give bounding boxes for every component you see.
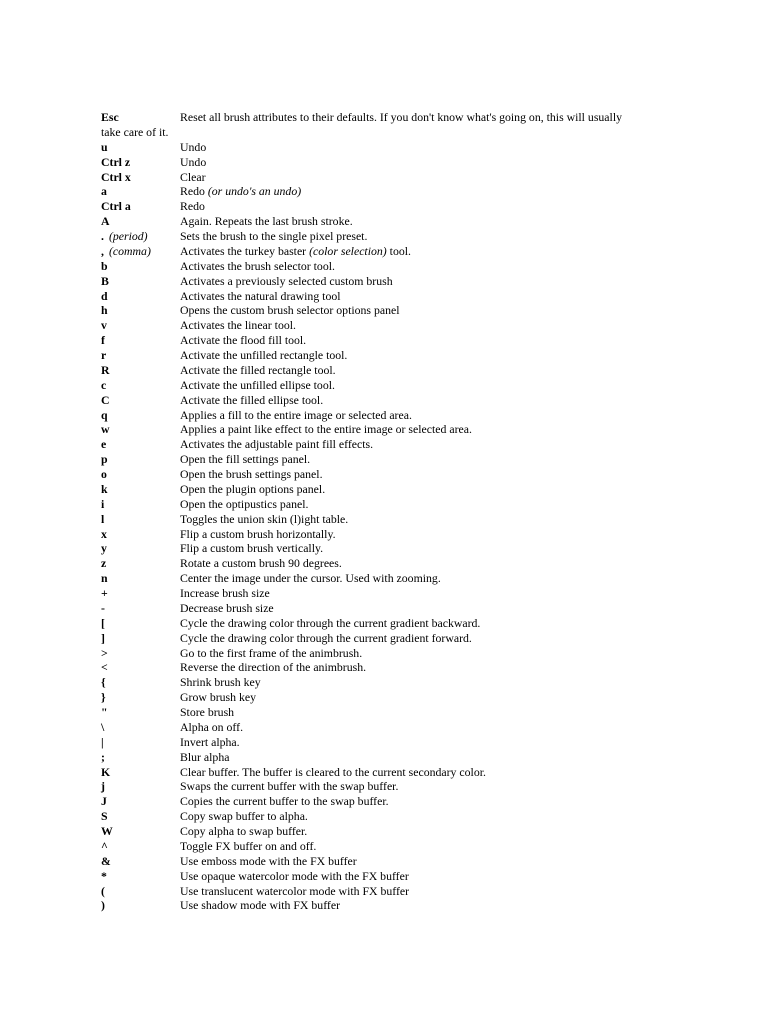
shortcut-row	[101, 110, 661, 125]
shortcut-key-label: k	[101, 481, 108, 496]
shortcut-description	[180, 809, 308, 824]
shortcut-row	[101, 854, 661, 869]
shortcut-key	[101, 378, 106, 393]
shortcut-key-label: {	[101, 675, 106, 690]
shortcut-row	[101, 616, 661, 631]
shortcut-key	[101, 229, 148, 244]
shortcut-key-label: Ctrl z	[101, 154, 131, 169]
shortcut-description	[180, 541, 323, 556]
shortcut-description-text: Flip a custom brush horizontally.	[180, 526, 336, 541]
shortcut-key-label: u	[101, 139, 108, 154]
shortcut-description-text: Copy alpha to swap buffer.	[180, 824, 308, 838]
shortcut-description-emphasis: (or undo's an undo)	[207, 184, 302, 199]
shortcut-description-text: Reset all brush attributes to their defaults. If you don't know what's going on, this will usually	[180, 110, 622, 124]
shortcut-description-suffix: tool.	[386, 243, 411, 258]
shortcut-key	[101, 452, 108, 467]
shortcut-key	[101, 348, 106, 363]
shortcut-key	[101, 675, 106, 690]
shortcut-key	[101, 794, 107, 809]
shortcut-key	[101, 170, 131, 185]
shortcut-description-text: Redo	[180, 184, 208, 199]
shortcut-row	[101, 422, 661, 437]
shortcut-description-text: Applies a paint like effect to the entire image or selected area.	[180, 422, 472, 437]
shortcut-row	[101, 631, 661, 646]
shortcut-key-label: o	[101, 467, 107, 481]
shortcut-description-text: Shrink brush key	[180, 675, 261, 690]
shortcut-description-text: Activate the filled ellipse tool.	[180, 392, 324, 407]
shortcut-key	[101, 839, 108, 854]
shortcut-key-label: f	[101, 333, 105, 348]
shortcut-key-label: (	[101, 883, 105, 898]
shortcut-key-label: W	[101, 824, 113, 838]
shortcut-description-text: Cycle the drawing color through the current gradient backward.	[180, 615, 481, 630]
shortcut-row	[101, 289, 661, 304]
shortcut-row	[101, 601, 661, 616]
shortcut-key	[101, 303, 108, 318]
shortcut-key	[101, 705, 108, 720]
shortcut-key-label: Ctrl a	[101, 199, 131, 214]
shortcut-description	[180, 170, 206, 185]
shortcut-key	[101, 512, 104, 527]
shortcut-description	[180, 586, 270, 601]
shortcut-key-label: b	[101, 258, 108, 273]
shortcut-description	[180, 869, 409, 884]
shortcut-description	[180, 214, 353, 229]
shortcut-description-text: Redo	[180, 199, 205, 214]
shortcut-key	[101, 422, 110, 437]
shortcut-row	[101, 333, 661, 348]
shortcut-key	[101, 601, 105, 616]
shortcut-row	[101, 884, 661, 899]
shortcut-description	[180, 646, 362, 661]
shortcut-description	[180, 839, 316, 854]
shortcut-key-label: <	[101, 660, 108, 675]
shortcut-description-text: Open the fill settings panel.	[180, 452, 311, 467]
shortcut-description	[180, 393, 323, 408]
shortcut-key	[101, 779, 105, 794]
shortcut-description	[180, 408, 412, 423]
shortcut-row	[101, 735, 661, 750]
shortcut-description	[180, 675, 261, 690]
shortcut-description-text: Copy swap buffer to alpha.	[180, 809, 308, 824]
shortcut-description	[180, 660, 366, 675]
shortcut-row	[101, 348, 661, 363]
shortcut-description-text: Activate the unfilled ellipse tool.	[180, 377, 335, 392]
shortcut-row	[101, 467, 661, 482]
shortcut-key	[101, 571, 108, 586]
shortcut-row	[101, 155, 661, 170]
shortcut-row	[101, 497, 661, 512]
shortcut-key	[101, 408, 108, 423]
shortcut-key	[101, 527, 107, 542]
shortcut-row	[101, 437, 661, 452]
shortcut-description-text: Sets the brush to the single pixel preset.	[180, 229, 368, 243]
shortcut-description-text: Activate the unfilled rectangle tool.	[180, 348, 348, 362]
shortcut-description-text: Open the optipustics panel.	[180, 496, 309, 511]
shortcut-description	[180, 199, 205, 214]
shortcut-key	[101, 318, 107, 333]
shortcut-row	[101, 199, 661, 214]
shortcut-description-text: Cycle the drawing color through the current gradient forward.	[180, 630, 472, 645]
shortcut-key-label: h	[101, 303, 108, 318]
shortcut-key-label: w	[101, 422, 110, 437]
shortcut-key	[101, 750, 105, 765]
shortcut-row	[101, 571, 661, 586]
shortcut-description-text: Activate the flood fill tool.	[180, 333, 307, 348]
shortcut-description	[180, 318, 296, 333]
shortcut-row	[101, 363, 661, 378]
shortcut-key	[101, 214, 110, 229]
shortcut-key-label: S	[101, 809, 108, 824]
shortcut-description	[180, 512, 348, 527]
shortcut-row	[101, 170, 661, 185]
shortcut-description	[180, 259, 335, 274]
shortcut-description	[180, 333, 306, 348]
shortcut-description	[180, 824, 307, 839]
shortcut-description-text: Swaps the current buffer with the swap buffer.	[180, 779, 399, 794]
shortcut-key	[101, 541, 107, 556]
shortcut-description	[180, 898, 340, 913]
shortcut-row	[101, 541, 661, 556]
shortcut-description	[180, 735, 240, 750]
shortcut-key	[101, 765, 110, 780]
shortcut-key	[101, 184, 107, 199]
shortcut-row	[101, 318, 661, 333]
shortcut-key-label: v	[101, 318, 107, 333]
shortcut-key-label: -	[101, 600, 105, 615]
shortcut-key-label: a	[101, 184, 107, 199]
shortcut-list	[101, 110, 661, 913]
shortcut-row	[101, 720, 661, 735]
shortcut-key-label: )	[101, 898, 105, 913]
shortcut-description-text: Clear buffer. The buffer is cleared to the current secondary color.	[180, 764, 486, 779]
shortcut-row	[101, 690, 661, 705]
shortcut-key-label: }	[101, 690, 106, 705]
shortcut-description	[180, 422, 472, 437]
shortcut-description	[180, 244, 411, 259]
shortcut-key-label: B	[101, 273, 109, 288]
shortcut-key	[101, 720, 104, 735]
shortcut-description-text: Decrease brush size	[180, 600, 274, 615]
shortcut-key-label: i	[101, 496, 105, 511]
shortcut-key-label: r	[101, 348, 107, 362]
shortcut-key	[101, 809, 108, 824]
shortcut-description-text: Grow brush key	[180, 690, 257, 705]
shortcut-row	[101, 809, 661, 824]
shortcut-key	[101, 482, 108, 497]
shortcut-key	[101, 259, 108, 274]
shortcut-key	[101, 155, 130, 170]
shortcut-row	[101, 482, 661, 497]
shortcut-key-label: R	[101, 362, 110, 377]
shortcut-key-label: "	[101, 705, 108, 719]
shortcut-key-label: .	[101, 229, 104, 243]
shortcut-row	[101, 646, 661, 661]
shortcut-description	[180, 348, 347, 363]
shortcut-description-text: Undo	[180, 154, 207, 169]
shortcut-description-text: Go to the first frame of the animbrush.	[180, 645, 363, 660]
shortcut-row	[101, 705, 661, 720]
shortcut-description	[180, 631, 472, 646]
shortcut-key	[101, 467, 107, 482]
shortcut-description-text: Toggles the union skin (l)ight table.	[180, 511, 349, 526]
shortcut-description-text: Applies a fill to the entire image or selected area.	[180, 407, 412, 422]
shortcut-row	[101, 259, 661, 274]
shortcut-description	[180, 765, 486, 780]
shortcut-key	[101, 244, 151, 259]
shortcut-description	[180, 705, 234, 720]
shortcut-key-label: K	[101, 764, 111, 779]
shortcut-description-text: Rotate a custom brush 90 degrees.	[180, 556, 342, 571]
shortcut-key	[101, 824, 113, 839]
shortcut-description	[180, 110, 622, 125]
shortcut-description-text: Alpha on off.	[180, 719, 244, 734]
shortcut-row	[101, 229, 661, 244]
shortcut-description-text: Clear	[180, 169, 206, 184]
shortcut-row	[101, 779, 661, 794]
shortcut-key-label: n	[101, 571, 108, 586]
shortcut-key-label: j	[101, 779, 105, 794]
shortcut-key	[101, 884, 105, 899]
shortcut-description	[180, 229, 367, 244]
shortcut-key-label: ;	[101, 749, 105, 764]
shortcut-key	[101, 497, 104, 512]
shortcut-row	[101, 824, 661, 839]
shortcut-description	[180, 556, 342, 571]
shortcut-description	[180, 155, 206, 170]
shortcut-description-text: Blur alpha	[180, 749, 230, 764]
shortcut-key	[101, 556, 106, 571]
shortcut-key-label: >	[101, 645, 108, 660]
shortcut-description	[180, 363, 336, 378]
shortcut-description	[180, 794, 389, 809]
shortcut-description	[180, 378, 335, 393]
shortcut-description: take care of it.	[101, 124, 169, 139]
shortcut-key-label: |	[101, 734, 104, 749]
shortcut-description-text: Copies the current buffer to the swap buffer.	[180, 794, 389, 809]
shortcut-description-text: Center the image under the cursor. Used with zooming.	[180, 571, 441, 586]
shortcut-description-text: Reverse the direction of the animbrush.	[180, 660, 367, 675]
shortcut-description	[180, 720, 243, 735]
shortcut-description	[180, 289, 341, 304]
shortcut-key-label: *	[101, 868, 107, 883]
shortcut-key-label: ,	[101, 243, 104, 258]
shortcut-key	[101, 854, 111, 869]
shortcut-row	[101, 527, 661, 542]
shortcut-key	[101, 393, 110, 408]
shortcut-description-text: Activates a previously selected custom brush	[180, 273, 393, 288]
shortcut-key	[101, 274, 109, 289]
shortcut-description	[180, 571, 441, 586]
shortcut-key-label: Esc	[101, 110, 119, 124]
shortcut-row	[101, 452, 661, 467]
shortcut-key-note: (period)	[108, 229, 148, 243]
shortcut-description-text: Use translucent watercolor mode with FX buffer	[180, 883, 410, 898]
shortcut-key-label: e	[101, 437, 107, 452]
shortcut-key	[101, 735, 104, 750]
shortcut-row	[101, 660, 661, 675]
shortcut-description	[180, 452, 310, 467]
shortcut-key-label: [	[101, 615, 105, 630]
shortcut-description	[180, 437, 373, 452]
shortcut-key	[101, 199, 131, 214]
shortcut-key	[101, 586, 108, 601]
shortcut-row	[101, 408, 661, 423]
shortcut-key-label: +	[101, 586, 108, 600]
shortcut-description	[180, 274, 393, 289]
shortcut-description-text: Opens the custom brush selector options panel	[180, 303, 400, 318]
shortcut-key	[101, 140, 108, 155]
shortcut-description-text: Activates the turkey baster	[180, 243, 310, 258]
shortcut-description	[180, 140, 206, 155]
shortcut-description-text: Use shadow mode with FX buffer	[180, 898, 341, 913]
shortcut-key-label: \	[101, 719, 105, 734]
shortcut-description	[180, 184, 301, 199]
shortcut-row	[101, 839, 661, 854]
shortcut-row	[101, 214, 661, 229]
shortcut-key	[101, 363, 110, 378]
shortcut-description-text: Increase brush size	[180, 586, 270, 600]
shortcut-key	[101, 869, 107, 884]
shortcut-row	[101, 765, 661, 780]
shortcut-description-text: Invert alpha.	[180, 734, 240, 749]
shortcut-key	[101, 690, 106, 705]
shortcut-row	[101, 244, 661, 259]
shortcut-description	[180, 601, 274, 616]
shortcut-description-text: Use opaque watercolor mode with the FX buffer	[180, 868, 409, 883]
shortcut-key	[101, 437, 106, 452]
shortcut-description	[180, 779, 398, 794]
shortcut-description-emphasis: (color selection)	[309, 243, 387, 258]
shortcut-description-text: Activates the natural drawing tool	[180, 288, 341, 303]
shortcut-row	[101, 378, 661, 393]
shortcut-row	[101, 274, 661, 289]
shortcut-row	[101, 794, 661, 809]
shortcut-row	[101, 675, 661, 690]
shortcut-row	[101, 898, 661, 913]
shortcut-description-text: Activates the brush selector tool.	[180, 258, 335, 273]
shortcut-key	[101, 110, 119, 125]
shortcut-description-text: Activates the linear tool.	[180, 318, 296, 333]
shortcut-description-text: Store brush	[180, 705, 235, 719]
shortcut-description	[180, 884, 409, 899]
shortcut-row	[101, 750, 661, 765]
shortcut-key-label: &	[101, 853, 111, 868]
shortcut-description-text: Use emboss mode with the FX buffer	[180, 853, 357, 868]
shortcut-key-label: x	[101, 526, 107, 541]
shortcut-key	[101, 646, 108, 661]
shortcut-key-label: Ctrl x	[101, 169, 131, 184]
shortcut-key-label: d	[101, 288, 108, 303]
shortcut-key-label: p	[101, 452, 108, 467]
shortcut-description	[180, 467, 323, 482]
shortcut-description-text: Activates the adjustable paint fill effects.	[180, 437, 374, 452]
shortcut-key-label: A	[101, 214, 110, 229]
shortcut-description	[180, 690, 256, 705]
shortcut-description-text: Activate the filled rectangle tool.	[180, 362, 336, 377]
shortcut-description	[180, 497, 308, 512]
shortcut-key-label: q	[101, 407, 108, 422]
shortcut-key	[101, 898, 105, 913]
shortcut-row	[101, 184, 661, 199]
shortcut-description-text: Open the brush settings panel.	[180, 467, 323, 481]
shortcut-continuation	[101, 125, 661, 140]
shortcut-key-label: C	[101, 392, 110, 407]
shortcut-description	[180, 854, 357, 869]
shortcut-description-text: Flip a custom brush vertically.	[180, 541, 324, 556]
shortcut-description	[180, 750, 229, 765]
shortcut-row	[101, 140, 661, 155]
shortcut-key-label: y	[101, 541, 107, 556]
shortcut-key	[101, 289, 108, 304]
shortcut-description	[180, 482, 325, 497]
shortcut-row	[101, 303, 661, 318]
shortcut-description-text: Again. Repeats the last brush stroke.	[180, 214, 353, 229]
shortcut-row	[101, 869, 661, 884]
shortcut-row	[101, 586, 661, 601]
shortcut-key	[101, 660, 108, 675]
shortcut-key-label: J	[101, 794, 107, 809]
shortcut-row	[101, 393, 661, 408]
shortcut-description	[180, 303, 400, 318]
shortcut-description	[180, 616, 480, 631]
shortcut-key	[101, 631, 105, 646]
shortcut-key-label: c	[101, 377, 107, 392]
shortcut-key-label: ]	[101, 630, 105, 645]
shortcut-key-label: ^	[101, 838, 108, 853]
shortcut-description-text: Undo	[180, 139, 207, 154]
shortcut-row	[101, 512, 661, 527]
shortcut-description	[180, 527, 336, 542]
shortcut-key-label: z	[101, 556, 107, 571]
shortcut-key	[101, 333, 105, 348]
shortcut-key	[101, 616, 105, 631]
shortcut-description-text: Open the plugin options panel.	[180, 481, 326, 496]
shortcut-key-note: (comma)	[108, 243, 151, 258]
shortcut-row	[101, 556, 661, 571]
shortcut-description-text: Toggle FX buffer on and off.	[180, 838, 317, 853]
shortcut-key-label: l	[101, 511, 105, 526]
